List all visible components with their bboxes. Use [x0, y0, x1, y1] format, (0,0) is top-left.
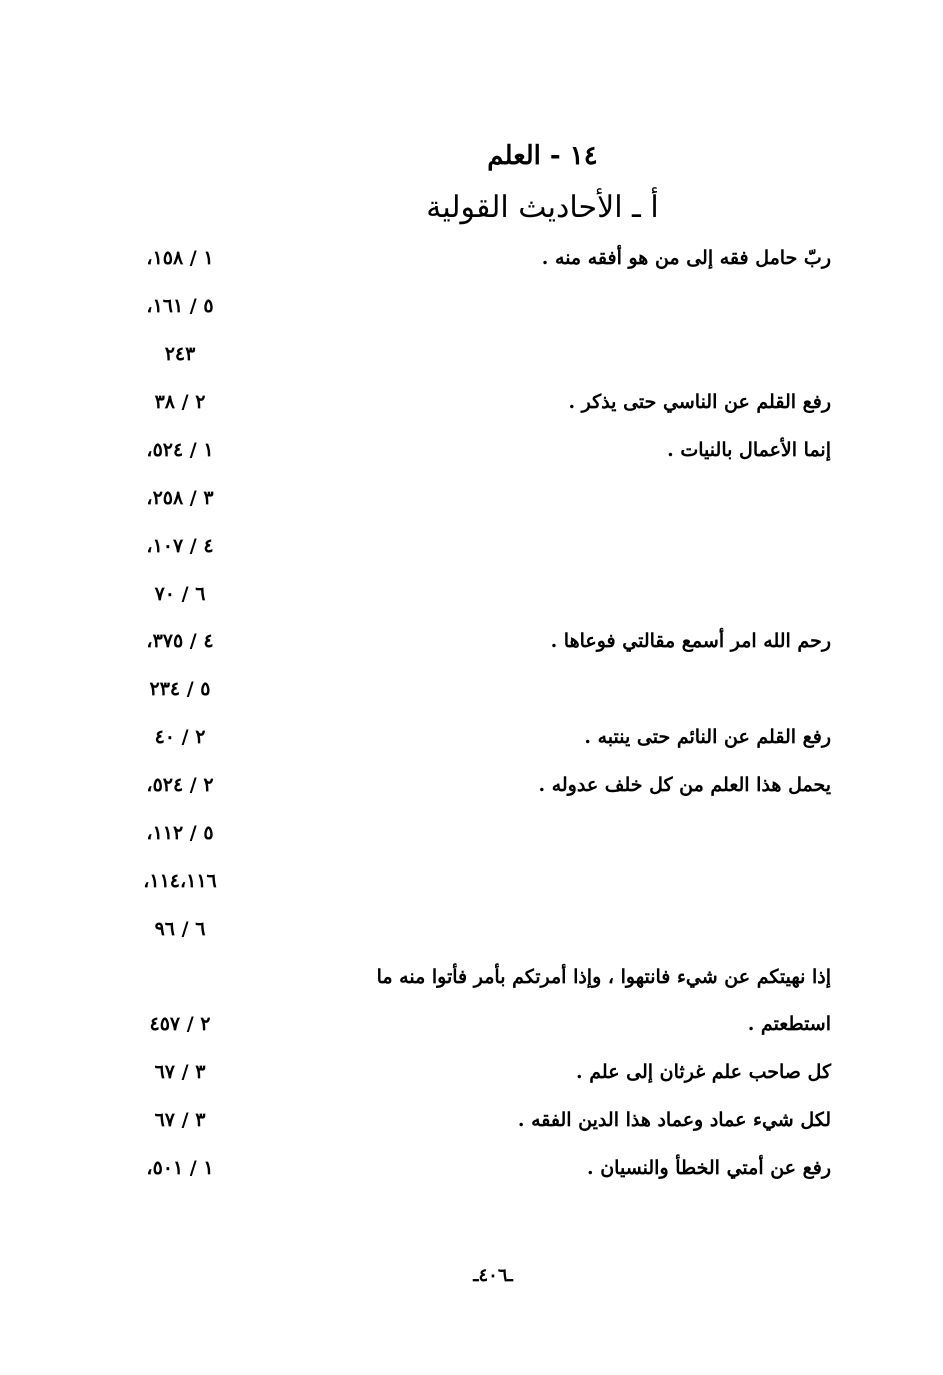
index-row	[0, 621, 943, 661]
index-row	[0, 478, 943, 518]
volume-page-reference: ٢ / ٣٨	[154, 391, 206, 413]
section-subheading: أ ـ الأحاديث القولية	[426, 190, 659, 225]
index-row	[0, 1100, 943, 1140]
volume-page-reference: ١ / ١٥٨،	[146, 247, 214, 269]
index-row	[0, 957, 943, 997]
index-row	[0, 238, 943, 278]
hadith-text: ربّ حامل فقه إلى من هو أفقه منه .	[541, 247, 831, 269]
volume-page-reference: ١ / ٥٢٤،	[146, 439, 214, 461]
index-row	[0, 861, 943, 901]
index-row	[0, 765, 943, 805]
index-row	[0, 1004, 943, 1044]
volume-page-reference: ٢ / ٤٠	[154, 726, 206, 748]
hadith-text: إنما الأعمال بالنيات .	[667, 439, 831, 461]
volume-page-reference: ٢٤٣	[164, 343, 196, 365]
index-row	[0, 334, 943, 374]
volume-page-reference: ٥ / ١٦١،	[146, 295, 214, 317]
hadith-text: كل صاحب علم غرثان إلى علم .	[576, 1061, 831, 1083]
index-row	[0, 1148, 943, 1188]
volume-page-reference: ٥ / ١١٢،	[146, 822, 214, 844]
volume-page-reference: ٤ / ١٠٧،	[146, 535, 214, 557]
index-row	[0, 430, 943, 470]
volume-page-reference: ١١٤،١١٦،	[143, 870, 217, 892]
page-number: ـ٤٠٦ـ	[473, 1265, 513, 1286]
volume-page-reference: ٣ / ٢٥٨،	[146, 487, 214, 509]
volume-page-reference: ٤ / ٣٧٥،	[146, 630, 214, 652]
chapter-heading: ١٤ - العلم	[487, 141, 598, 171]
volume-page-reference: ٣ / ٦٧	[154, 1109, 206, 1131]
volume-page-reference: ١ / ٥٠١،	[146, 1157, 214, 1179]
index-row	[0, 717, 943, 757]
hadith-text: رحم الله امر أسمع مقالتي فوعاها .	[550, 630, 831, 652]
hadith-text: لكل شيء عماد وعماد هذا الدين الفقه .	[517, 1109, 831, 1131]
volume-page-reference: ٣ / ٦٧	[154, 1061, 206, 1083]
volume-page-reference: ٥ / ٢٣٤	[149, 678, 211, 700]
index-row	[0, 669, 943, 709]
index-row	[0, 909, 943, 949]
hadith-text: استطعتم .	[747, 1013, 831, 1035]
index-row	[0, 382, 943, 422]
index-row	[0, 813, 943, 853]
hadith-text: رفع القلم عن النائم حتى ينتبه .	[584, 726, 831, 748]
volume-page-reference: ٦ / ٧٠	[154, 583, 206, 605]
hadith-text: رفع القلم عن الناسي حتى يذكر .	[568, 391, 831, 413]
index-row	[0, 1052, 943, 1092]
hadith-text: إذا نهيتكم عن شيء فانتهوا ، وإذا أمرتكم بأمر فأتوا منه ما	[376, 966, 831, 988]
hadith-text: رفع عن أمتي الخطأ والنسيان .	[587, 1157, 831, 1179]
volume-page-reference: ٢ / ٥٢٤،	[146, 774, 214, 796]
index-row	[0, 574, 943, 614]
index-row	[0, 526, 943, 566]
volume-page-reference: ٢ / ٤٥٧	[149, 1013, 211, 1035]
volume-page-reference: ٦ / ٩٦	[154, 918, 206, 940]
index-row	[0, 286, 943, 326]
hadith-text: يحمل هذا العلم من كل خلف عدوله .	[538, 774, 831, 796]
